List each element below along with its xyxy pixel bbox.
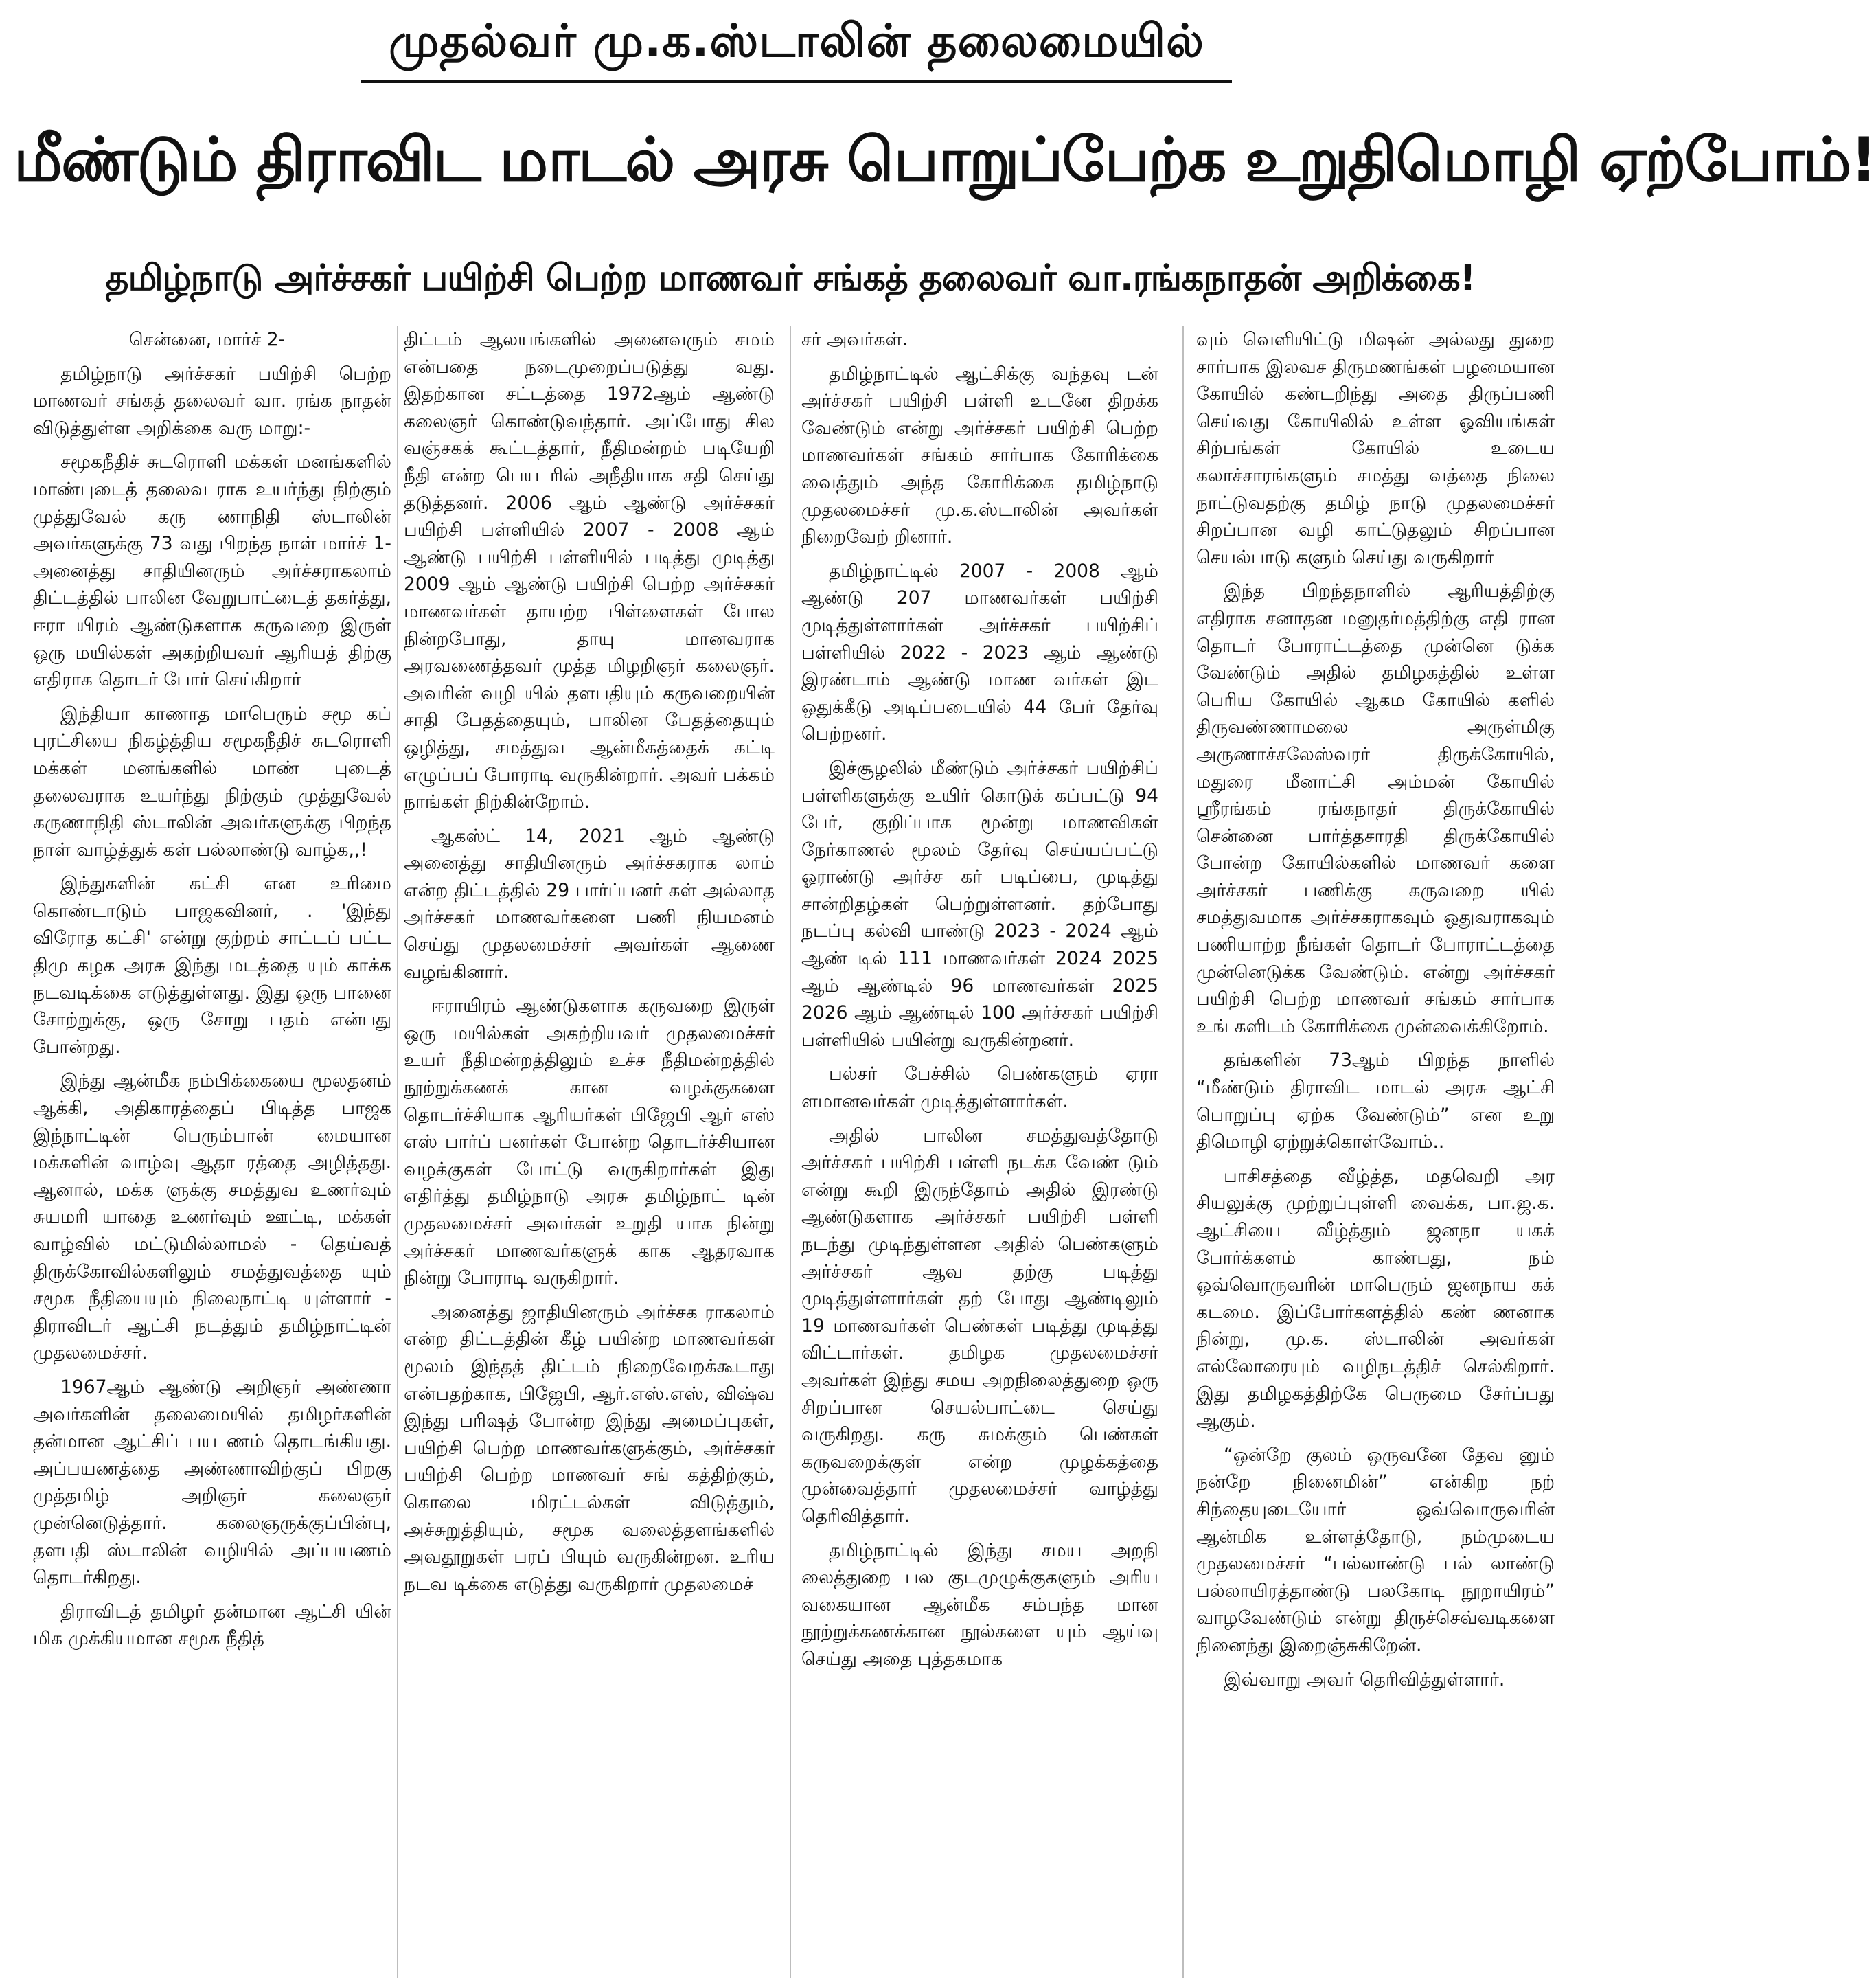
article-body — [0, 326, 1581, 1982]
column-3 — [801, 326, 1158, 1982]
paragraph: சமூகநீதிச் சுடரொளி மக்கள் மனங்களில் மாண்புடைத் தலைவ ராக உயர்ந்து நிற்கும் முத்துவேல் கரு ணாநிதி ஸ்டாலின் அவர்களுக்கு 73 வது பிறந்த நாள் மார்ச் 1- அனைத்து சாதியினரும் அர்ச்சராகலாம் திட்டத்தில் பாலின வேறுபாட்டைத் தகர்த்து, ஈரா யிரம் ஆண்டுகளாக கருவறை இருள் ஒரு மயில்கள் அகற்றியவர் ஆரியத் திற்கு எதிராக தொடர் போர் செய்கிறார் — [33, 451, 391, 691]
main-headline: மீண்டும் திராவிட மாடல் அரசு பொறுப்பேற்க உறுதிமொழி ஏற்போம்! — [14, 124, 1876, 195]
paragraph: “ஒன்றே குலம் ஒருவனே தேவ னும் நன்றே நினைமின்” என்கிற நற் சிந்தையுடையோர் ஒவ்வொருவரின் ஆன்மிக உள்ளத்தோடு, நம்முடைய முதலமைச்சர் “பல்லாண்டு பல் லாண்டு பல்லாயிரத்தாண்டு பலகோடி நூறாயிரம்” வாழவேண்டும் என்று திருச்செவ்வடிகளை நினைந்து இறைஞ்சுகிறேன். — [1196, 1444, 1555, 1656]
paragraph: ஆகஸ்ட் 14, 2021 ஆம் ஆண்டு அனைத்து சாதியினரும் அர்ச்சகராக லாம் என்ற திட்டத்தில் 29 பார்ப்பனர் கள் அல்லாத அர்ச்சகர் மாணவர்களை பணி நியமனம் செய்து முதலமைச்சர் அவர்கள் ஆணை வழங்கினார். — [404, 825, 775, 983]
kicker-container — [336, 3, 1257, 89]
paragraph: இந்து ஆன்மீக நம்பிக்கையை மூலதனம் ஆக்கி, அதிகாரத்தைப் பிடித்த பாஜக இந்நாட்டின் பெரும்பான் மையான மக்களின் வாழ்வு ஆதா ரத்தை அழித்தது. ஆனால், மக்க ளுக்கு சமத்துவ உணர்வும் சுயமரி யாதை உணர்வும் ஊட்டி, மக்கள் வாழ்வில் மட்டுமில்லாமல் - தெய்வத் திருக்கோவில்களிலும் சமத்துவத்தை யும் சமூக நீதியையும் நிலைநாட்டி யுள்ளார் - திராவிடர் ஆட்சி நடத்தும் தமிழ்நாட்டின் முதலமைச்சர். — [33, 1070, 391, 1364]
closing-line: இவ்வாறு அவர் தெரிவித்துள்ளார். — [1224, 1668, 1505, 1690]
dateline: சென்னை, மார்ச் 2- — [129, 329, 286, 350]
paragraph-continued: வும் வெளியிட்டு மிஷன் அல்லது துறை சார்பாக இலவச திருமணங்கள் பழமையான கோயில் கண்டறிந்து அதை திருப்பணி செய்வது கோயிலில் உள்ள ஓவியங்கள் சிற்பங்கள் கோயில் உடைய கலாச்சாரங்களும் சமத்து வத்தை நிலை நாட்டுவதற்கு தமிழ் நாடு முதலமைச்சர் சிறப்பான வழி காட்டுதலும் சிறப்பான செயல்பாடு களும் செய்து வருகிறார் — [1196, 329, 1555, 568]
paragraph: தமிழ்நாட்டில் 2007 - 2008 ஆம் ஆண்டு 207 மாணவர்கள் பயிற்சி முடித்துள்ளார்கள் அர்ச்சகர் பயிற்சிப் பள்ளியில் 2022 - 2023 ஆம் ஆண்டு இரண்டாம் ஆண்டு மாண வர்கள் இட ஒதுக்கீடு அடிப்படையில் 44 பேர் தேர்வு பெற்றனர். — [801, 560, 1158, 745]
paragraph: இந்துகளின் கட்சி என உரிமை கொண்டாடும் பாஜகவினர், . 'இந்து விரோத கட்சி' என்று குற்றம் சாட்டப் பட்ட திமு கழக அரசு இந்து மடத்தை யும் காக்க நடவடிக்கை எடுத்துள்ளது. இது ஒரு பானை சோற்றுக்கு, ஒரு சோறு பதம் என்பது போன்றது. — [33, 873, 391, 1058]
column-2 — [404, 326, 775, 1982]
paragraph: அனைத்து ஜாதியினரும் அர்ச்சக ராகலாம் என்ற திட்டத்தின் கீழ் பயின்ற மாணவர்கள் மூலம் இந்தத் திட்டம் நிறைவேறக்கூடாது என்பதற்காக, பிஜேபி, ஆர்.எஸ்.எஸ், விஷ்வ இந்து பரிஷத் போன்ற இந்து அமைப்புகள், பயிற்சி பெற்ற மாணவர்களுக்கும், அர்ச்சகர் பயிற்சி பெற்ற மாணவர் சங் கத்திற்கும், கொலை மிரட்டல்கள் விடுத்தும், அச்சுறுத்தியும், சமூக வலைத்தளங்களில் அவதூறுகள் பரப் பியும் வருகின்றன. உரிய நடவ டிக்கை எடுத்து வருகிறார் முதலமைச் — [404, 1301, 775, 1595]
column-4 — [1196, 326, 1555, 1982]
paragraph-continued: திட்டம் ஆலயங்களில் அனைவரும் சமம் என்பதை நடைமுறைப்படுத்து வது. இதற்கான சட்டத்தை 1972ஆம் ஆண்டு கலைஞர் கொண்டுவந்தார். அப்போது சில வஞ்சகக் கூட்டத்தார், நீதிமன்றம் படியேறி நீதி என்ற பெய ரில் அநீதியாக சதி செய்து தடுத்தனர். 2006 ஆம் ஆண்டு அர்ச்சகர் பயிற்சி பள்ளியில் 2007 - 2008 ஆம் ஆண்டு பயிற்சி பள்ளியில் படித்து முடித்து 2009 ஆம் ஆண்டு பயிற்சி பெற்ற அர்ச்சகர் மாணவர்கள் தாயற்ற பிள்ளைகள் போல நின்றபோது, தாயு மானவராக அரவணைத்தவர் முத்த மிழறிஞர் கலைஞர். அவரின் வழி யில் தளபதியும் கருவறையின் சாதி பேதத்தையும், பாலின பேதத்தையும் ஒழித்து, சமத்துவ ஆன்மீகத்தைக் கட்டி எழுப்பப் போராடி வருகின்றார். அவர் பக்கம் நாங்கள் நிற்கின்றோம். — [404, 329, 775, 813]
paragraph: தமிழ்நாட்டில் ஆட்சிக்கு வந்தவு டன் அர்ச்சகர் பயிற்சி பள்ளி உடனே திறக்க வேண்டும் என்று அர்ச்சகர் பயிற்சி பெற்ற மாணவர்கள் சங்கம் சார்பாக கோரிக்கை வைத்தும் அந்த கோரிக்கை தமிழ்நாடு முதலமைச்சர் மு.க.ஸ்டாலின் அவர்கள் நிறைவேற் றினார். — [801, 363, 1158, 548]
paragraph: தமிழ்நாட்டில் இந்து சமய அறநி லைத்துறை பல குடமுழுக்குகளும் அரிய வகையான ஆன்மீக சம்பந்த மான நூற்றுக்கணக்கான நூல்களை யும் ஆய்வு செய்து அதை புத்தகமாக — [801, 1539, 1158, 1670]
kicker-title: முதல்வர் மு.க.ஸ்டாலின் தலைமையில் — [361, 3, 1232, 83]
paragraph: தமிழ்நாடு அர்ச்சகர் பயிற்சி பெற்ற மாணவர் சங்கத் தலைவர் வா. ரங்க நாதன் விடுத்துள்ள அறிக்கை வரு மாறு:- — [33, 363, 391, 439]
paragraph: பாசிசத்தை வீழ்த்த, மதவெறி அர சியலுக்கு முற்றுப்புள்ளி வைக்க, பா.ஜ.க. ஆட்சியை வீழ்த்தும் ஜனநா யகக் போர்க்களம் காண்பது, நம் ஒவ்வொருவரின் மாபெரும் ஜனநாய கக் கடமை. இப்போர்களத்தில் கண் ணனாக நின்று, மு.க. ஸ்டாலின் அவர்கள் எல்லோரையும் வழிநடத்திச் செல்கிறார். இது தமிழகத்திற்கே பெருமை சேர்ப்பது ஆகும். — [1196, 1165, 1555, 1432]
column-1 — [33, 326, 391, 1982]
paragraph-continued: சர் அவர்கள். — [801, 329, 908, 350]
paragraph: இந்தியா காணாத மாபெரும் சமூ கப் புரட்சியை நிகழ்த்திய சமூகநீதிச் சுடரொளி மக்கள் மனங்களில் மாண் புடைத் தலைவராக உயர்ந்து நிற்கும் முத்துவேல் கருணாநிதி ஸ்டாலின் அவர்களுக்கு பிறந்த நாள் வாழ்த்துக் கள் பல்லாண்டு வாழ்க,,! — [33, 703, 391, 861]
paragraph: ஈராயிரம் ஆண்டுகளாக கருவறை இருள் ஒரு மயில்கள் அகற்றியவர் முதலமைச்சர் உயர் நீதிமன்றத்திலும் உச்ச நீதிமன்றத்தில் நூற்றுக்கணக் கான வழக்குகளை தொடர்ச்சியாக ஆரியர்கள் பிஜேபி ஆர் எஸ் எஸ் பார்ப் பனர்கள் போன்ற தொடர்ச்சியான வழக்குகள் போட்டு வருகிறார்கள் இது எதிர்த்து தமிழ்நாடு அரசு தமிழ்நாட் டின் முதலமைச்சர் அவர்கள் உறுதி யாக நின்று அர்ச்சகர் மாணவர்களுக் காக ஆதரவாக நின்று போராடி வருகிறார். — [404, 995, 775, 1289]
paragraph: இந்த பிறந்தநாளில் ஆரியத்திற்கு எதிராக சனாதன மனுதர்மத்திற்கு எதி ரான தொடர் போராட்டத்தை முன்னெ டுக்க வேண்டும் அதில் தமிழகத்தில் உள்ள பெரிய கோயில் ஆகம கோயில் களில் திருவண்ணாமலை அருள்மிகு அருணாச்சலேஸ்வரர் திருக்கோயில், மதுரை மீனாட்சி அம்மன் கோயில் ஸ்ரீரங்கம் ரங்கநாதர் திருக்கோயில் சென்னை பார்த்தசாரதி திருக்கோயில் போன்ற கோயில்களில் மாணவர் களை அர்ச்சகர் பணிக்கு கருவறை யில் சமத்துவமாக அர்ச்சகராகவும் ஓதுவராகவும் பணியாற்ற நீங்கள் தொடர் போராட்டத்தை முன்னெடுக்க வேண்டும். என்று அர்ச்சகர் பயிற்சி பெற்ற மாணவர் சங்கம் சார்பாக உங் களிடம் கோரிக்கை முன்வைக்கிறோம். — [1196, 580, 1555, 1037]
paragraph: பல்சர் பேச்சில் பெண்களும் ஏரா ளமானவர்கள் முடித்துள்ளார்கள். — [801, 1063, 1158, 1113]
paragraph: இச்சூழலில் மீண்டும் அர்ச்சகர் பயிற்சிப் பள்ளிகளுக்கு உயிர் கொடுக் கப்பட்டு 94 பேர், குறிப்பாக மூன்று மாணவிகள் நேர்காணல் மூலம் தேர்வு செய்யப்பட்டு ஓராண்டு அர்ச்ச கர் படிப்பை, முடித்து சான்றிதழ்கள் பெற்றுள்ளனர். தற்போது நடப்பு கல்வி யாண்டு 2023 - 2024 ஆம் ஆண் டில் 111 மாணவர்கள் 2024 2025 ஆம் ஆண்டில் 96 மாணவர்கள் 2025 2026 ஆம் ஆண்டில் 100 அர்ச்சகர் பயிற்சி பள்ளியில் பயின்று வருகின்றனர். — [801, 757, 1158, 1051]
paragraph: திராவிடத் தமிழர் தன்மான ஆட்சி யின் மிக முக்கியமான சமூக நீதித் — [33, 1600, 391, 1650]
sub-headline: தமிழ்நாடு அர்ச்சகர் பயிற்சி பெற்ற மாணவர் சங்கத் தலைவர் வா.ரங்கநாதன் அறிக்கை! — [105, 258, 1476, 299]
paragraph: 1967ஆம் ஆண்டு அறிஞர் அண்ணா அவர்களின் தலைமையில் தமிழர்களின் தன்மான ஆட்சிப் பய ணம் தொடங்கியது. அப்பயணத்தை அண்ணாவிற்குப் பிறகு முத்தமிழ் அறிஞர் கலைஞர் முன்னெடுத்தார். கலைஞருக்குப்பின்பு, தளபதி ஸ்டாலின் வழியில் அப்பயணம் தொடர்கிறது. — [33, 1376, 391, 1589]
paragraph: தங்களின் 73ஆம் பிறந்த நாளில் “மீண்டும் திராவிட மாடல் அரசு ஆட்சி பொறுப்பு ஏற்க வேண்டும்” என உறு திமொழி ஏற்றுக்கொள்வோம்.. — [1196, 1050, 1555, 1153]
paragraph: அதில் பாலின சமத்துவத்தோடு அர்ச்சகர் பயிற்சி பள்ளி நடக்க வேண் டும் என்று கூறி இருந்தோம் அதில் இரண்டு ஆண்டுகளாக அர்ச்சகர் பயிற்சி பள்ளி நடந்து முடிந்துள்ளன அதில் பெண்களும் அர்ச்சகர் ஆவ தற்கு படித்து முடித்துள்ளார்கள் தற் போது ஆண்டிலும் 19 மாணவர்கள் பெண்கள் படித்து முடித்து விட்டார்கள். தமிழக முதலமைச்சர் அவர்கள் இந்து சமய அறநிலைத்துறை ஒரு சிறப்பான செயல்பாட்டை செய்து வருகிறது. கரு சுமக்கும் பெண்கள் கருவறைக்குள் என்ற முழக்கத்தை முன்வைத்தார் முதலமைச்சர் வாழ்த்து தெரிவித்தார். — [801, 1124, 1158, 1527]
